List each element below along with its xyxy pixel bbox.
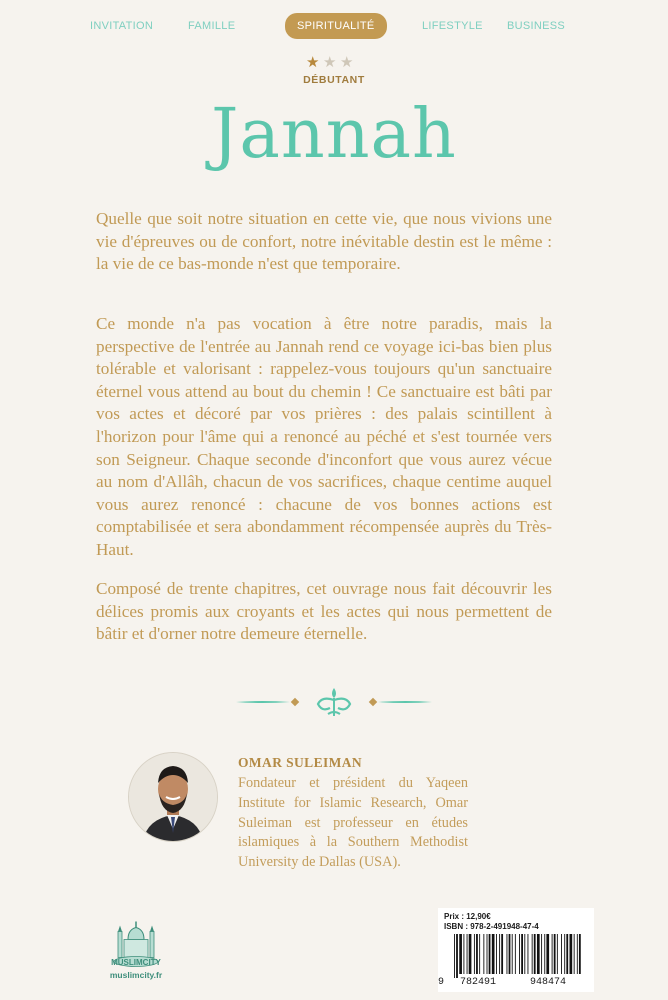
barcode-bar xyxy=(483,934,484,974)
publisher-brand: MUSLIMCITY xyxy=(111,958,161,967)
category-lifestyle[interactable]: LIFESTYLE xyxy=(422,20,483,32)
difficulty-level: DÉBUTANT xyxy=(303,74,365,86)
book-title: Jannah xyxy=(211,95,457,174)
barcode-bar xyxy=(512,934,513,974)
category-nav xyxy=(0,14,668,38)
barcode-bar xyxy=(509,934,511,974)
barcode-bar xyxy=(577,934,578,974)
barcode-bar xyxy=(467,934,468,974)
barcode-bar xyxy=(459,934,462,974)
publisher-url[interactable]: muslimcity.fr xyxy=(109,970,163,980)
ornament-divider-icon xyxy=(232,684,436,720)
barcode-bar xyxy=(456,934,458,978)
barcode-bar xyxy=(489,934,491,974)
barcode-bar xyxy=(524,934,525,974)
barcode-bar xyxy=(557,934,558,974)
star-empty-icon: ★ xyxy=(323,53,337,71)
category-invitation[interactable]: INVITATION xyxy=(90,20,154,32)
barcode-digits xyxy=(438,977,594,989)
barcode-bar xyxy=(507,934,508,974)
difficulty-rating xyxy=(306,54,366,70)
description-paragraph-3: Composé de trente chapitres, cet ouvrage nous fait découvrir les délices promis aux croyants et les actes qui nous permettent de bâtir et d'orner notre demeure éternelle. xyxy=(96,579,552,644)
barcode-bar xyxy=(487,934,488,974)
barcode-bar xyxy=(479,934,480,974)
star-filled-icon: ★ xyxy=(306,53,320,71)
barcode-bar xyxy=(579,934,581,974)
barcode-bar xyxy=(570,934,573,974)
barcode-bar xyxy=(501,934,503,974)
category-business[interactable]: BUSINESS xyxy=(507,20,566,32)
barcode-bar xyxy=(552,934,553,974)
barcode-bar xyxy=(537,934,540,974)
barcode-bar xyxy=(454,934,455,978)
barcode-bar xyxy=(544,934,545,974)
barcode-bar xyxy=(469,934,472,974)
barcode-bar xyxy=(474,934,475,974)
barcode-bar xyxy=(463,934,464,974)
category-famille[interactable]: FAMILLE xyxy=(188,20,236,32)
barcode-bar xyxy=(499,934,500,974)
description-paragraph-2: Ce monde n'a pas vocation à être notre paradis, mais la perspective de l'entrée au Jannah rend ce voyage ici-bas bien plus tolérable et valorisant : rappelez-vous toujours qu'un sanctuaire éternel vous attend au bout du chemin ! Ce sanctuaire est bâti par vos actes et décoré par vos prières : des palais scintillent à l'horizon pour l'âme qui a renoncé au péché et s'est tournée vers son Seigneur. Chaque seconde d'inconfort que vous aurez vécue au nom d'Allâh, chacun de vos sacrifices, chaque centime auquel vous aurez renoncé : chacune de vos bonnes actions est comptabilisée et sera abondamment récompensée auprès du Très-Haut. xyxy=(96,314,552,559)
barcode-bar xyxy=(492,934,495,974)
barcode-bar xyxy=(496,934,497,974)
barcode-bar xyxy=(546,934,549,974)
price-label: Prix : 12,90€ xyxy=(444,912,491,921)
barcode-bar xyxy=(476,934,478,974)
barcode-digit-group-2: 948474 xyxy=(530,977,567,988)
barcode-bar xyxy=(574,934,575,974)
barcode-bar xyxy=(566,934,568,974)
barcode-bar xyxy=(564,934,565,974)
barcode-digit-group-1: 782491 xyxy=(460,977,497,988)
author-name: OMAR SULEIMAN xyxy=(238,755,363,770)
barcode-bar xyxy=(554,934,556,974)
barcode-bar xyxy=(515,934,516,974)
isbn-label: ISBN : 978-2-491948-47-4 xyxy=(444,922,539,931)
barcode-bar xyxy=(519,934,520,974)
author-portrait-icon xyxy=(129,753,217,841)
category-spiritualite[interactable]: SPIRITUALITÉ xyxy=(285,13,387,39)
author-avatar xyxy=(128,752,218,842)
muslimcity-logo-icon xyxy=(106,900,166,995)
barcode-bar xyxy=(541,934,542,974)
star-empty-icon: ★ xyxy=(340,53,354,71)
barcode-bar xyxy=(521,934,523,974)
barcode-bar xyxy=(528,934,529,974)
barcode-bar xyxy=(534,934,536,974)
author-bio: Fondateur et président du Yaqeen Institute for Islamic Research, Omar Suleiman est professeur en études islamiques à la Southern Methodist University de Dallas (USA). xyxy=(238,775,468,871)
description-paragraph-1: Quelle que soit notre situation en cette vie, que nous vivions une vie d'épreuves ou de confort, notre inévitable destin est le même : la vie de ce bas-monde n'est que temporaire. xyxy=(96,209,552,274)
barcode-bar xyxy=(532,934,533,974)
barcode-digit-lead: 9 xyxy=(438,977,445,988)
barcode-icon xyxy=(446,934,588,978)
barcode-bar xyxy=(561,934,562,974)
